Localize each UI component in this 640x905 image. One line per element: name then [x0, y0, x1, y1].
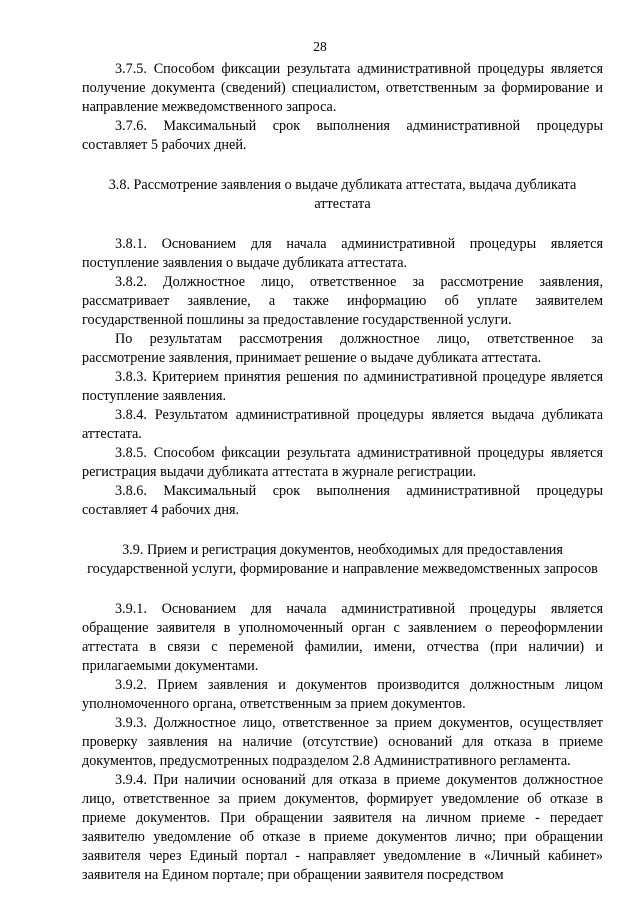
- page-number: 28: [313, 39, 327, 54]
- paragraph-3-9-2: 3.9.2. Прием заявления и документов производится должностным лицом уполномоченного органа, ответственным за прием документов.: [82, 677, 603, 712]
- paragraph-3-8-3: 3.8.3. Критерием принятия решения по административной процедуре является поступление заявления.: [82, 369, 603, 404]
- paragraph-3-8-5: 3.8.5. Способом фиксации результата административной процедуры является регистрация выдачи дубликата аттестата в журнале регистрации.: [82, 445, 603, 480]
- paragraph-3-9-1: 3.9.1. Основанием для начала административной процедуры является обращение заявителя в уполномоченный орган с заявлением о переоформлении аттестата в связи с переменой фамилии, имени, отчества (при наличии) и прилагаемыми документами.: [82, 601, 603, 674]
- section-heading-3-8: 3.8. Рассмотрение заявления о выдаче дубликата аттестата, выдача дубликата аттестата: [108, 177, 577, 212]
- paragraph-3-7-6: 3.7.6. Максимальный срок выполнения административной процедуры составляет 5 рабочих дней.: [82, 118, 603, 153]
- paragraph-3-8-1: 3.8.1. Основанием для начала административной процедуры является поступление заявления о выдаче дубликата аттестата.: [82, 236, 603, 271]
- paragraph-3-8-6: 3.8.6. Максимальный срок выполнения административной процедуры составляет 4 рабочих дня.: [82, 483, 603, 518]
- document-body: [82, 60, 603, 885]
- paragraph-3-8-4: 3.8.4. Результатом административной процедуры является выдача дубликата аттестата.: [82, 407, 603, 442]
- paragraph-3-9-3: 3.9.3. Должностное лицо, ответственное за прием документов, осуществляет проверку заявления на наличие (отсутствие) оснований для отказа в приеме документов, предусмотренных подразделом 2.8 Административного регламента.: [82, 715, 603, 769]
- paragraph-3-8-2: 3.8.2. Должностное лицо, ответственное за рассмотрение заявления, рассматривает заявление, а также информацию об уплате заявителем государственной пошлины за предоставление государственной услуги.: [82, 274, 603, 328]
- section-heading-3-9: 3.9. Прием и регистрация документов, необходимых для предоставления государственной услуги, формирование и направление межведомственных запросов: [87, 542, 598, 577]
- paragraph-3-8-2-result: По результатам рассмотрения должностное лицо, ответственное за рассмотрение заявления, принимает решение о выдаче дубликата аттестата.: [82, 331, 603, 366]
- paragraph-3-9-4: 3.9.4. При наличии оснований для отказа в приеме документов должностное лицо, ответственное за прием документов, формирует уведомление об отказе в приеме документов. При обращении заявителя на личном приеме - передает заявителю уведомление об отказе в приеме документов лично; при обращении заявителя через Единый портал - направляет уведомление в «Личный кабинет» заявителя на Едином портале; при обращении заявителя посредством: [82, 772, 603, 883]
- paragraph-3-7-5: 3.7.5. Способом фиксации результата административной процедуры является получение документа (сведений) специалистом, ответственным за формирование и направление межведомственного запроса.: [82, 61, 603, 115]
